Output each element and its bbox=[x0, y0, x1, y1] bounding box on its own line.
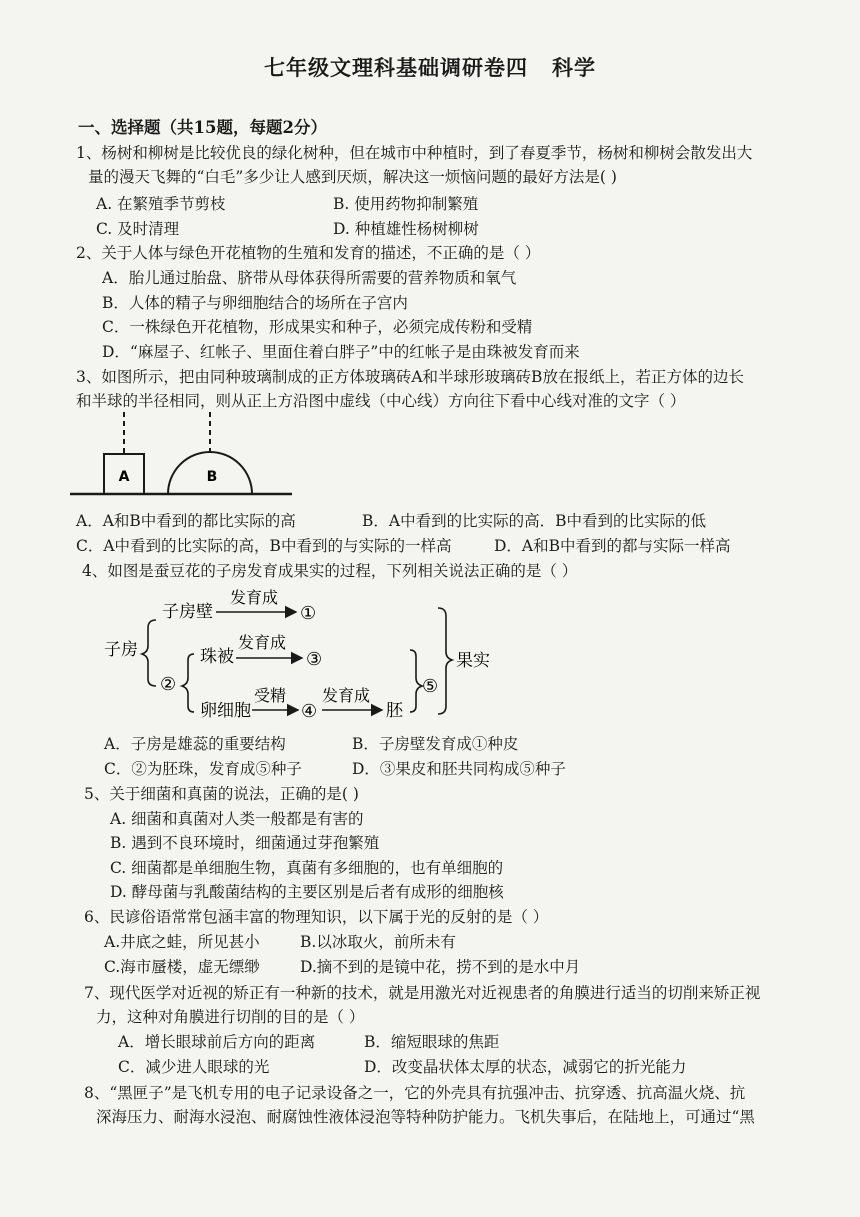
question-2-option-b: B．人体的精子与卵细胞结合的场所在子宫内 bbox=[102, 294, 408, 312]
question-3-line-2: 和半球的半径相同，则从正上方沿图中虚线（中心线）方向往下看中心线对准的文字（ ） bbox=[76, 392, 686, 410]
seed-brace bbox=[410, 650, 422, 712]
label-n2: ② bbox=[160, 674, 177, 695]
block-a-label: A bbox=[118, 469, 130, 485]
question-2-option-c: C．一株绿色开花植物，形成果实和种子，必须完成传粉和受精 bbox=[102, 318, 533, 336]
question-6-stem: 6、民谚俗语常常包涵丰富的物理知识，以下属于光的反射的是（ ） bbox=[84, 908, 549, 926]
question-5-option-a: A. 细菌和真菌对人类一般都是有害的 bbox=[110, 810, 364, 828]
page-title bbox=[0, 52, 860, 82]
glass-blocks-figure bbox=[70, 410, 300, 505]
question-1-option-b: B. 使用药物抑制繁殖 bbox=[333, 195, 479, 213]
question-7-option-c: C．减少进人眼球的光 bbox=[118, 1058, 270, 1076]
section-heading: 一、选择题（共15题，每题2分） bbox=[78, 118, 327, 137]
question-7-option-b: B．缩短眼球的焦距 bbox=[364, 1033, 500, 1051]
question-3-option-a: A．A和B中看到的都比实际的高 bbox=[76, 512, 296, 530]
question-8-line-1: 8、“黑匣子”是飞机专用的电子记录设备之一，它的外壳具有抗强冲击、抗穿透、抗高温火烧、抗 bbox=[84, 1084, 746, 1102]
question-1-line-2: 量的漫天飞舞的“白毛”多少让人感到厌烦，解决这一烦恼问题的最好方法是( ) bbox=[88, 168, 617, 186]
label-fruit: 果实 bbox=[456, 651, 490, 671]
question-1-option-a: A. 在繁殖季节剪枝 bbox=[96, 195, 226, 213]
question-7-line-2: 力，这种对角膜进行切削的目的是（ ） bbox=[96, 1008, 365, 1026]
question-5-option-b: B. 遇到不良环境时，细菌通过芽孢繁殖 bbox=[110, 834, 380, 852]
question-4-option-b: B．子房壁发育成①种皮 bbox=[352, 735, 519, 753]
question-8-line-2: 深海压力、耐海水浸泡、耐腐蚀性液体浸泡等特种防护能力。飞机失事后，在陆地上，可通过“黑 bbox=[96, 1108, 755, 1126]
question-5-stem: 5、关于细菌和真菌的说法，正确的是( ) bbox=[84, 785, 359, 803]
question-4-option-d: D．③果皮和胚共同构成⑤种子 bbox=[352, 760, 566, 778]
question-6-option-d: D.摘不到的是镜中花，捞不到的是水中月 bbox=[300, 958, 581, 976]
label-develop-2: 发育成 bbox=[238, 633, 287, 652]
question-3-option-b: B．A中看到的比实际的高．B中看到的比实际的低 bbox=[362, 512, 706, 530]
fruit-brace bbox=[438, 608, 452, 714]
label-embryo: 胚 bbox=[386, 701, 403, 721]
question-2-option-a: A．胎儿通过胎盘、脐带从母体获得所需要的营养物质和氧气 bbox=[102, 269, 517, 287]
subject-title: 科学 bbox=[552, 55, 596, 80]
label-develop-3: 发育成 bbox=[322, 686, 371, 705]
label-develop-1: 发育成 bbox=[230, 588, 279, 607]
question-6-option-c: C.海市蜃楼，虚无缥缈 bbox=[104, 958, 260, 976]
label-n1: ① bbox=[300, 603, 317, 624]
question-3-line-1: 3、如图所示，把由同种玻璃制成的正方体玻璃砖A和半球形玻璃砖B放在报纸上，若正方体的边长 bbox=[76, 368, 744, 386]
exam-title: 七年级文理科基础调研卷四 bbox=[264, 55, 528, 80]
question-6-option-a: A.井底之蛙，所见甚小 bbox=[104, 933, 260, 951]
question-6-option-b: B.以冰取火，前所未有 bbox=[300, 933, 456, 951]
block-b-label: B bbox=[206, 469, 218, 485]
label-integument: 珠被 bbox=[200, 647, 234, 667]
label-n5: ⑤ bbox=[422, 676, 439, 697]
question-7-option-d: D．改变晶状体太厚的状态，减弱它的折光能力 bbox=[364, 1058, 687, 1076]
label-ovary: 子房 bbox=[104, 640, 138, 660]
label-ovary-wall: 子房壁 bbox=[162, 602, 213, 622]
ovary-development-diagram bbox=[96, 582, 516, 732]
label-n3: ③ bbox=[306, 649, 323, 670]
label-n4: ④ bbox=[301, 701, 318, 722]
question-4-option-a: A．子房是雄蕊的重要结构 bbox=[104, 735, 286, 753]
question-5-option-d: D. 酵母菌与乳酸菌结构的主要区别是后者有成形的细胞核 bbox=[110, 883, 504, 901]
question-7-option-a: A．增长眼球前后方向的距离 bbox=[118, 1033, 316, 1051]
question-7-line-1: 7、现代医学对近视的矫正有一种新的技术，就是用激光对近视患者的角膜进行适当的切削来矫正视 bbox=[84, 984, 761, 1002]
ovary-brace bbox=[142, 620, 156, 686]
ovule-brace bbox=[182, 654, 194, 712]
question-4-stem: 4、如图是蚕豆花的子房发育成果实的过程，下列相关说法正确的是（ ） bbox=[82, 562, 578, 580]
question-3-option-d: D．A和B中看到的都与实际一样高 bbox=[494, 537, 731, 555]
label-fertilization: 受精 bbox=[254, 686, 287, 705]
question-4-option-c: C．②为胚珠，发育成⑤种子 bbox=[104, 760, 302, 778]
question-5-option-c: C. 细菌都是单细胞生物，真菌有多细胞的，也有单细胞的 bbox=[110, 859, 504, 877]
question-2-option-d: D．“麻屋子、红帐子、里面住着白胖子”中的红帐子是由珠被发育而来 bbox=[102, 343, 580, 361]
question-1-line-1: 1、杨树和柳树是比较优良的绿化树种，但在城市中种植时，到了春夏季节，杨树和柳树会散发出大 bbox=[76, 144, 753, 162]
label-egg-cell: 卵细胞 bbox=[200, 701, 251, 721]
question-3-option-c: C．A中看到的比实际的高，B中看到的与实际的一样高 bbox=[76, 537, 452, 555]
question-1-option-c: C. 及时清理 bbox=[96, 220, 180, 238]
question-2-stem: 2、关于人体与绿色开花植物的生殖和发育的描述，不正确的是（ ） bbox=[76, 244, 541, 262]
question-1-option-d: D. 种植雄性杨树柳树 bbox=[333, 220, 479, 238]
